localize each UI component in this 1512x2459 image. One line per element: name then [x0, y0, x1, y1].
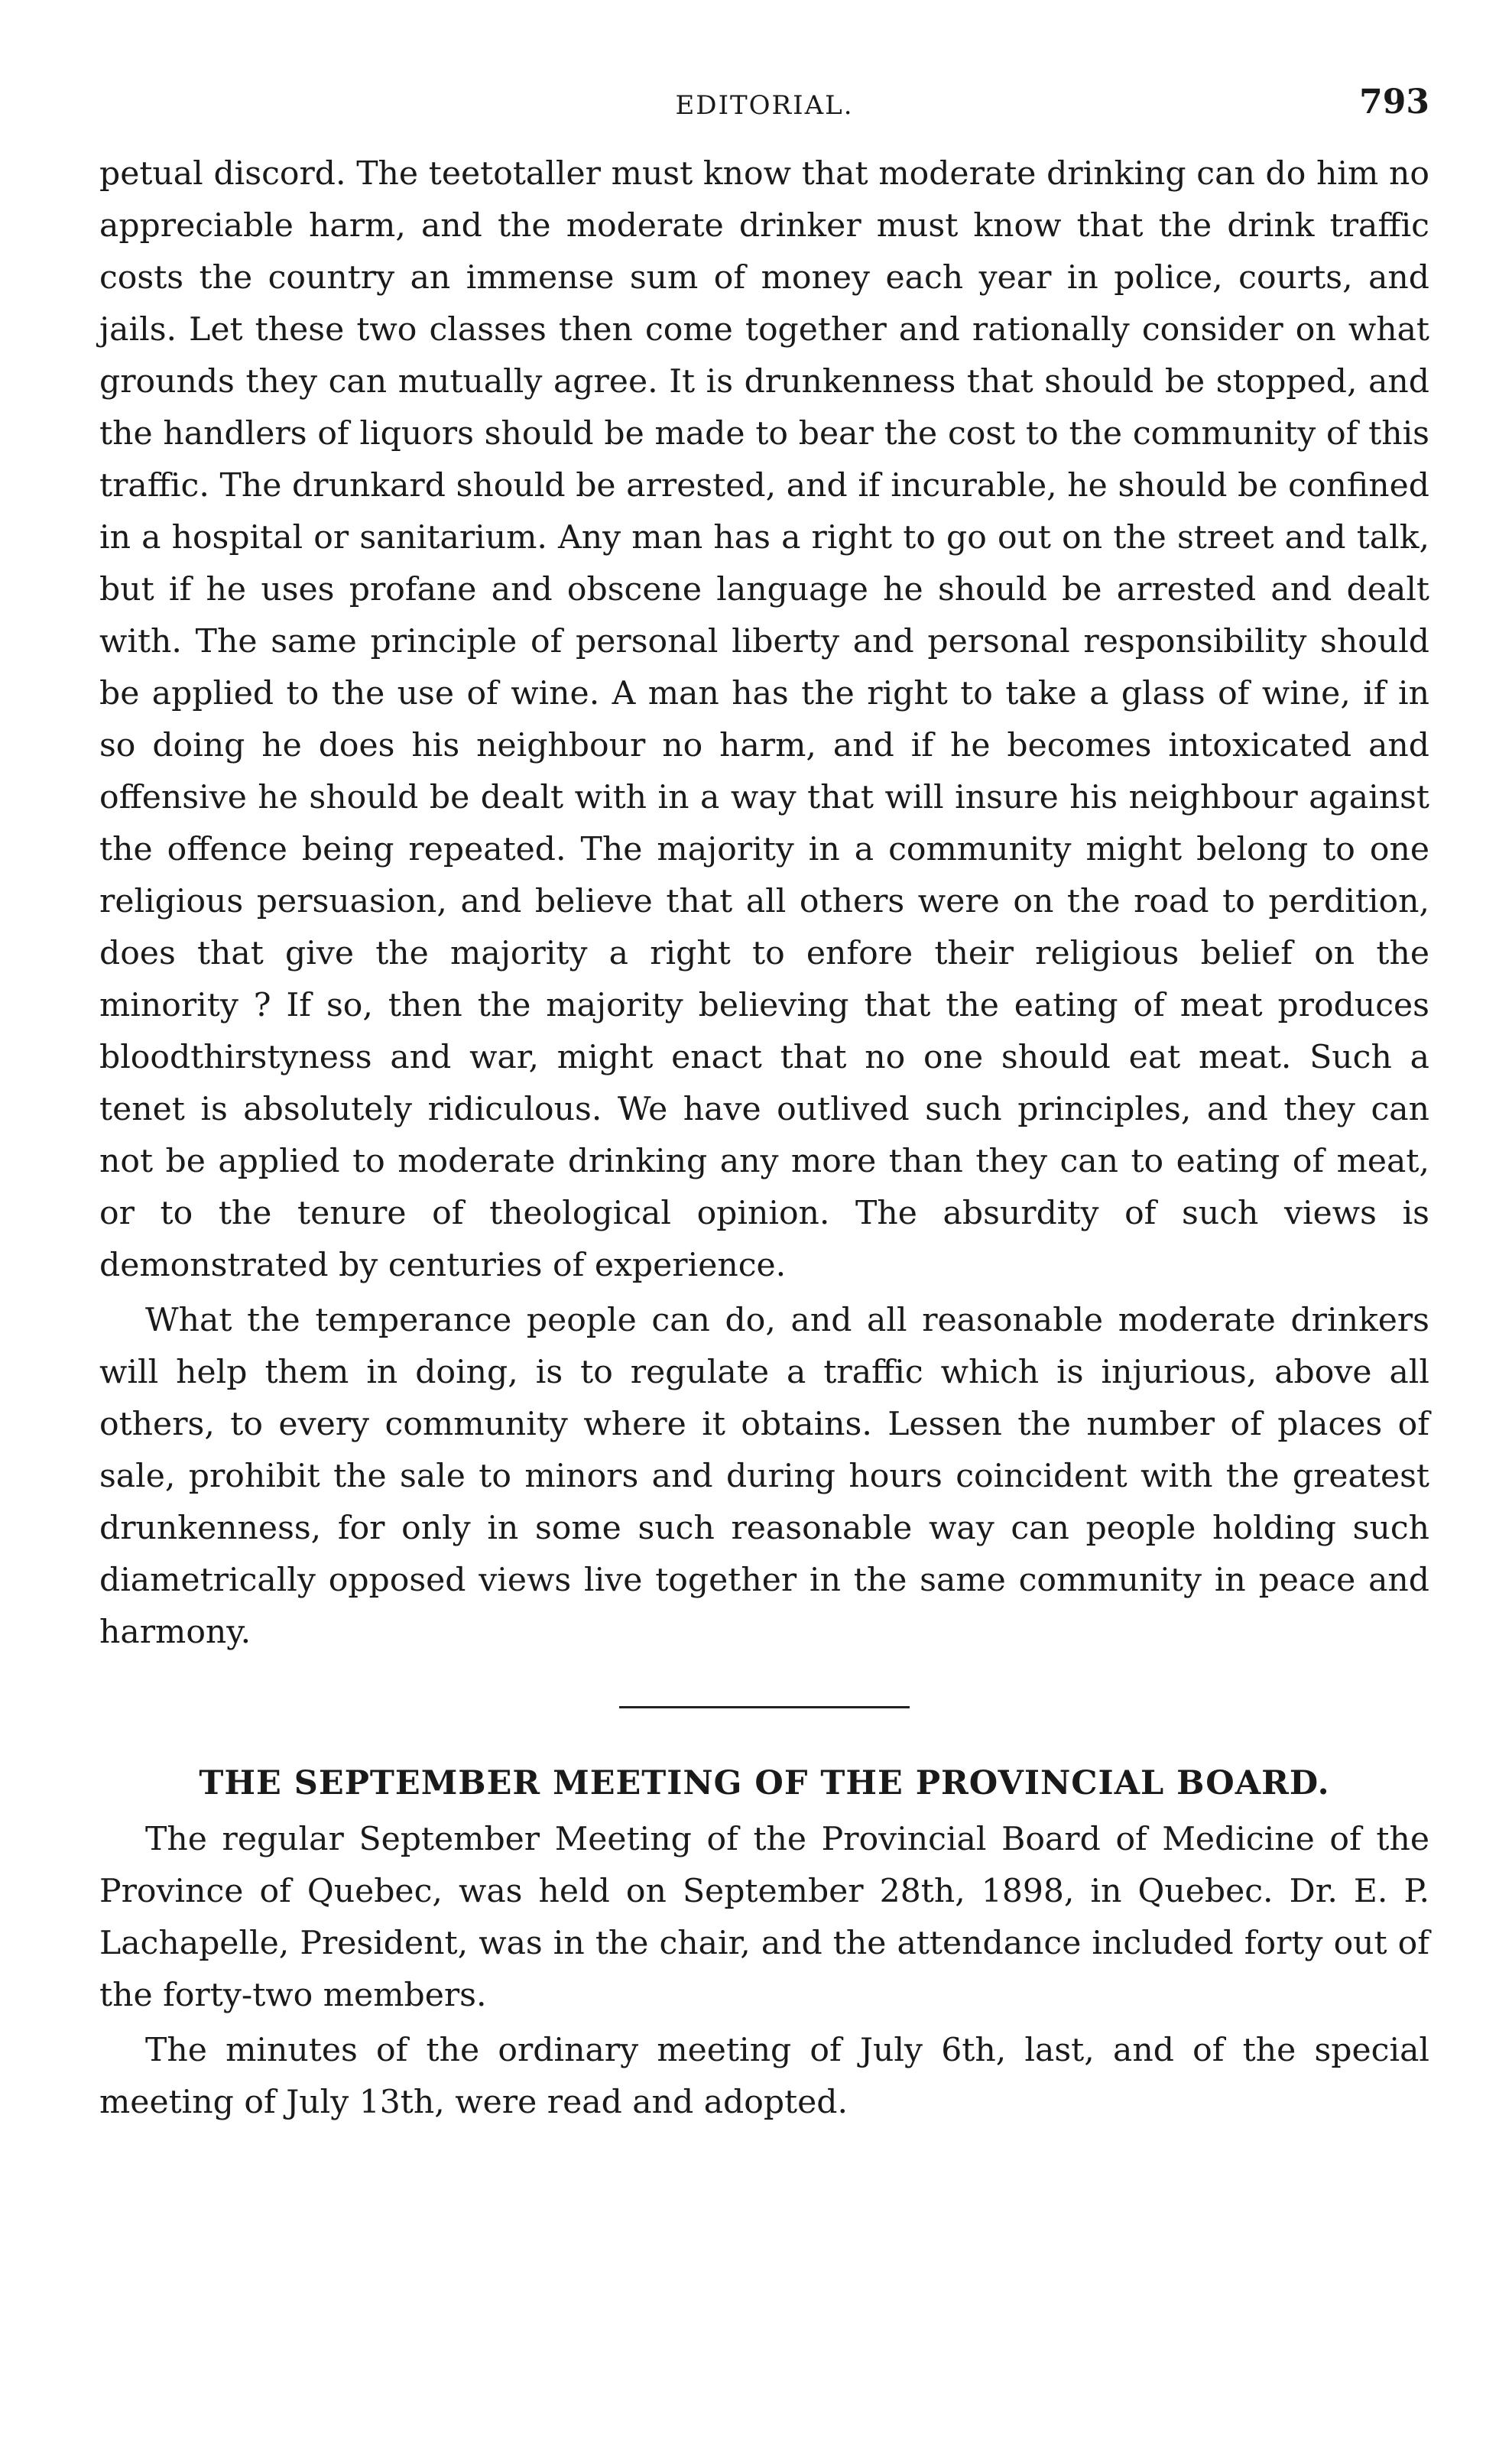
running-title: EDITORIAL.: [675, 90, 854, 121]
page-number: 793: [1359, 83, 1429, 122]
document-page: [99, 76, 1429, 2431]
paragraph-temperance: What the temperance people can do, and all reasonable moderate drinkers will help them in doing, is to regulate a traffic which is injurious, above all others, to every community where it obtains. Lessen the number of places of sale, prohibit the sale to minors and during hours coincident with the greatest drunkenness, for only in some such reasonable way can people holding such diametrically opposed views live together in the same community in peace and harmony.: [99, 1302, 1429, 1651]
paragraph-continued: petual discord. The teetotaller must know that moderate drinking can do him no appreciable harm, and the moderate drinker must know that the drink traffic costs the country an immense sum of money each year in police, courts, and jails. Let these two classes then come together and rationally consider on what grounds they can mutually agree. It is drunkenness that should be stopped, and the handlers of liquors should be made to bear the cost to the community of this traffic. The drunkard should be arrested, and if incurable, he should be confined in a hospital or sanitarium. Any man has a right to go out on the street and talk, but if he uses profane and obscene language he should be arrested and dealt with. The same principle of personal liberty and personal responsibility should be applied to the use of wine. A man has the right to take a glass of wine, if in so doing he does his neighbour no harm, and if he becomes intoxicated and offensive he should be dealt with in a way that will insure his neighbour against the offence being repeated. The majority in a community might belong to one religious persuasion, and believe that all others were on the road to perdition, does that give the majority a right to enfore their religious belief on the minority ? If so, then the majority believing that the eating of meat produces bloodthirstyness and war, might enact that no one should eat meat. Such a tenet is absolutely ridiculous. We have outlived such principles, and they can not be applied to moderate drinking any more than they can to eating of meat, or to the tenure of theological opinion. The absurdity of such views is demonstrated by centuries of experience.: [99, 155, 1429, 1284]
paragraph-minutes: The minutes of the ordinary meeting of July 6th, last, and of the special meeting of July 13th, were read and adopted.: [99, 2032, 1429, 2121]
section-divider: [619, 1706, 910, 1708]
section-heading: THE SEPTEMBER MEETING OF THE PROVINCIAL BOARD.: [199, 1764, 1330, 1802]
paragraph-meeting: The regular September Meeting of the Provincial Board of Medicine of the Province of Quebec, was held on September 28th, 1898, in Quebec. Dr. E. P. Lachapelle, President, was in the chair, and the attendance included forty out of the forty-two members.: [99, 1821, 1429, 2014]
running-head: [99, 76, 1429, 138]
